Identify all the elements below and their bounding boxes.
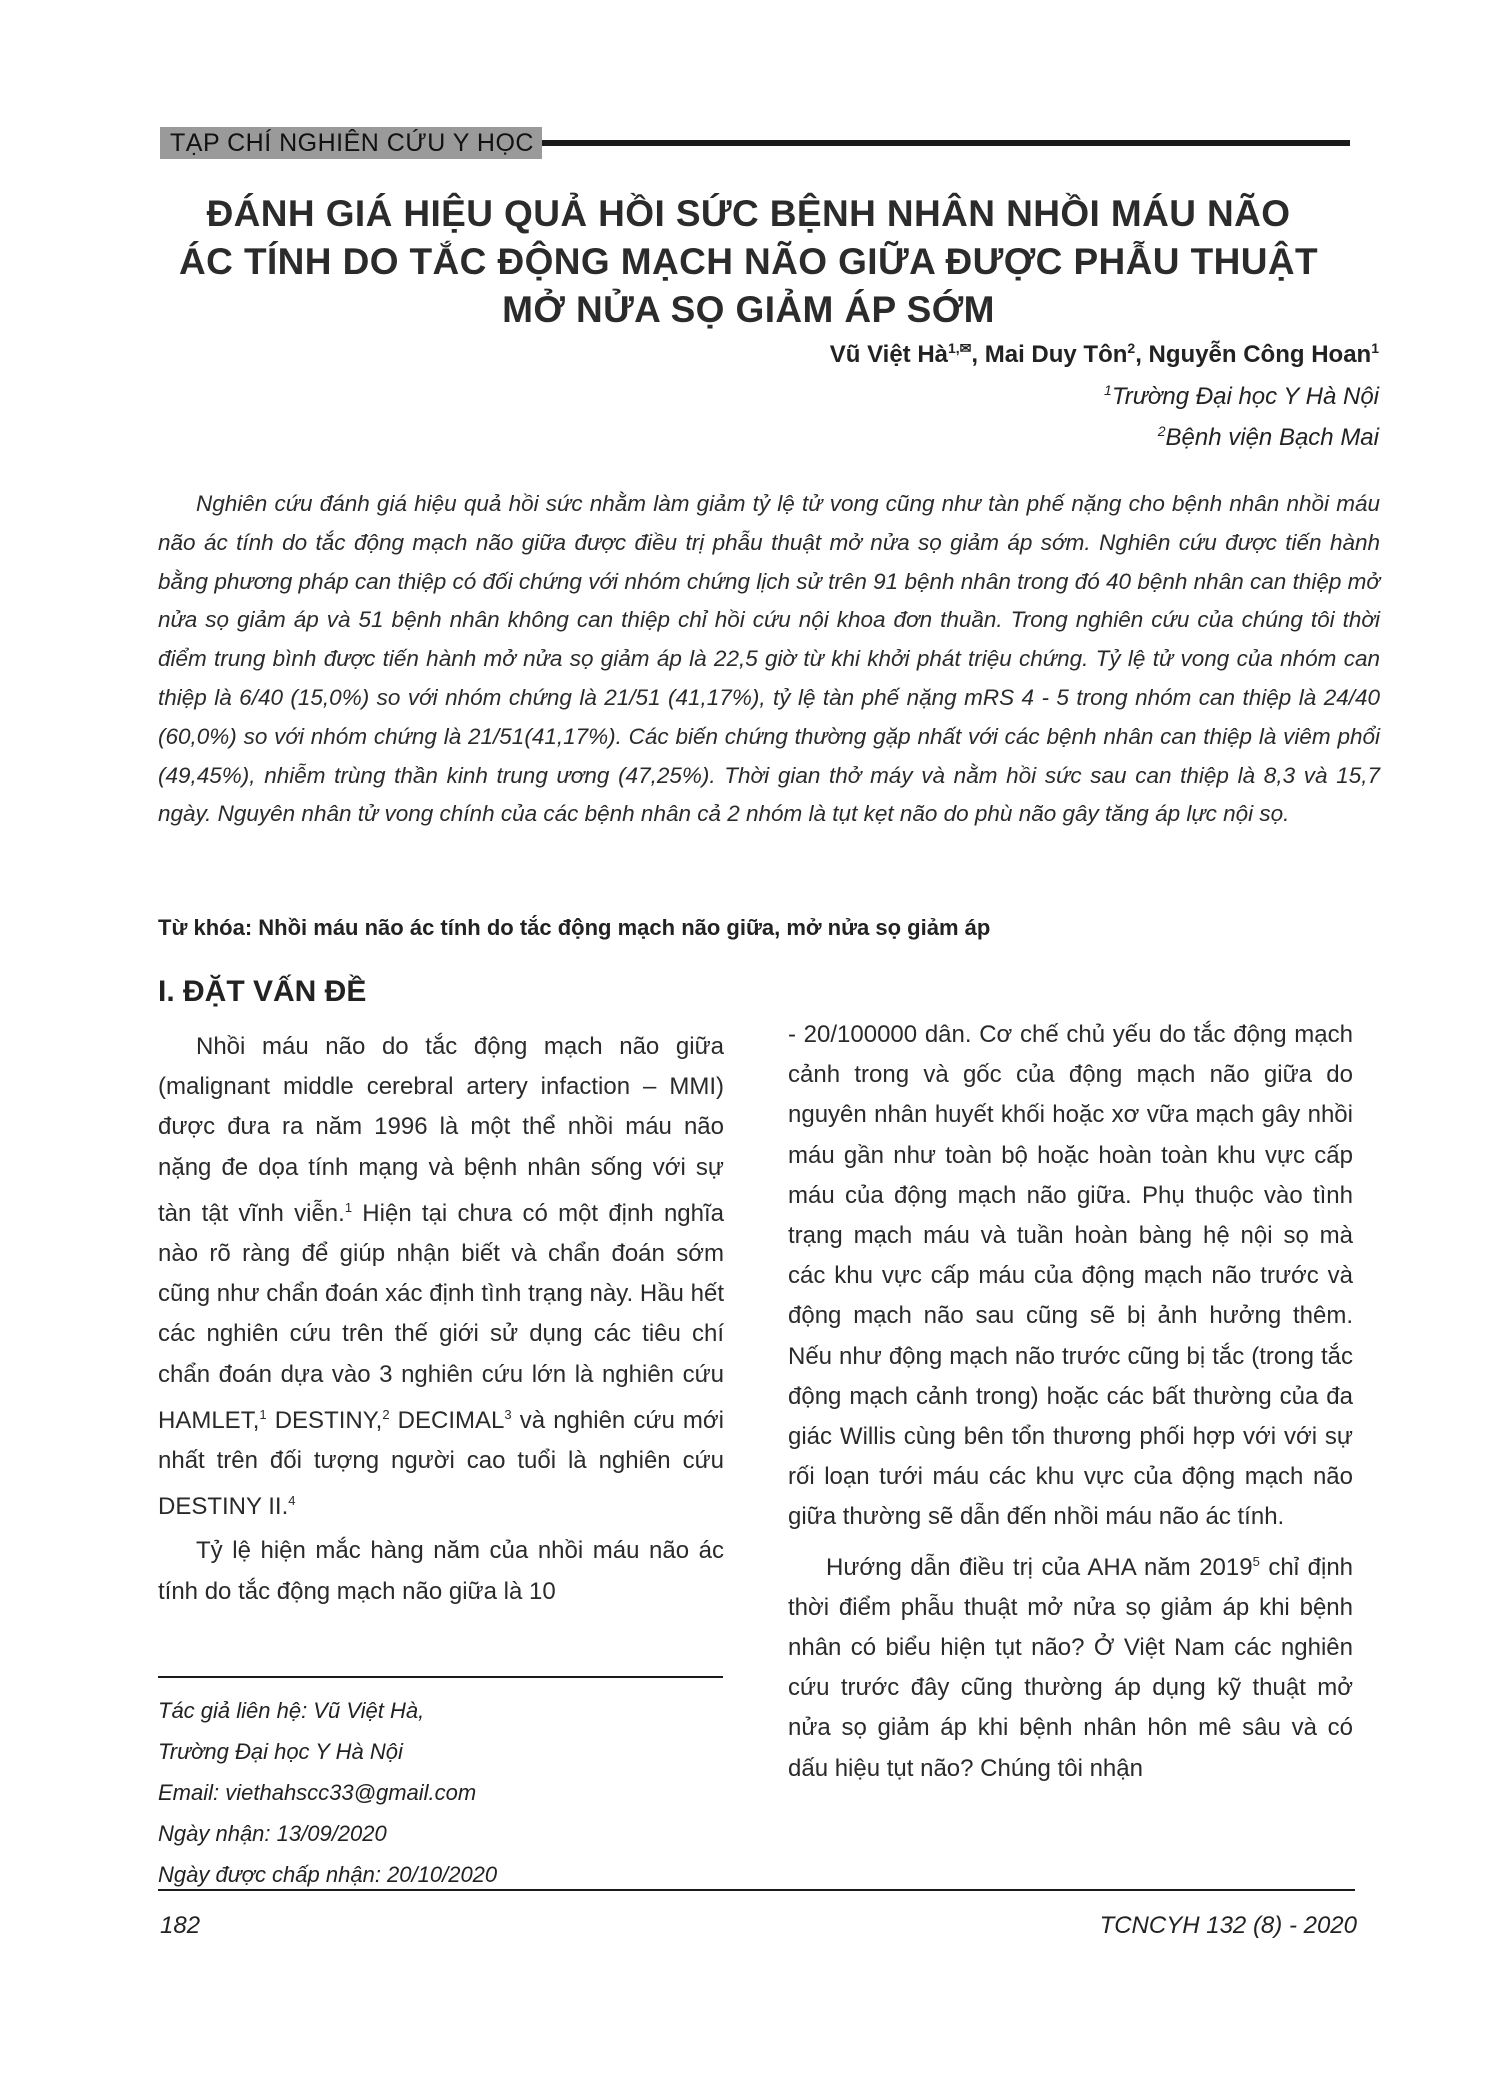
right-paragraph-2 — [788, 1542, 1353, 1789]
author-3: , Nguyễn Công Hoan — [1135, 341, 1372, 368]
footer-rule — [158, 1889, 1355, 1891]
title-line-2: ÁC TÍNH DO TẮC ĐỘNG MẠCH NÃO GIỮA ĐƯỢC PHẪU THUẬT — [179, 241, 1318, 282]
correspondence-footnote — [158, 1690, 497, 1895]
citation-ref: 3 — [504, 1406, 512, 1422]
affiliation-2-name: Bệnh viện Bạch Mai — [1165, 424, 1379, 451]
left-column — [158, 1027, 724, 1612]
journal-name: TẠP CHÍ NGHIÊN CỨU Y HỌC — [160, 127, 542, 159]
journal-header-bar — [160, 127, 1350, 159]
footer-journal-issue: TCNCYH 132 (8) - 2020 — [1099, 1912, 1357, 1939]
affiliation-2 — [1158, 423, 1379, 452]
text-run: DESTINY, — [266, 1406, 383, 1434]
affiliation-1-mark: 1 — [1104, 382, 1112, 398]
text-run: và nghiên cứu mới nhất trên đối tượng người cao tuổi là nghiên cứu DESTINY II. — [158, 1406, 724, 1521]
right-column — [788, 1015, 1353, 1789]
footnote-rule — [158, 1676, 723, 1678]
text-run: chỉ định thời điểm phẫu thuật mở nửa sọ giảm áp khi bệnh nhân có biểu hiện tụt não? Ở Việt Nam các nghiên cứu trước đây cũng thường áp dụng kỹ thuật mở nửa sọ giảm áp khi bệnh nhân hôn mê sâu và có dấu hiệu tụt não? Chúng tôi nhận — [788, 1553, 1354, 1782]
citation-ref: 1 — [259, 1406, 267, 1422]
footnote-accepted-date: Ngày được chấp nhận: 20/10/2020 — [158, 1862, 498, 1887]
citation-ref: 1 — [344, 1199, 353, 1215]
section-heading: I. ĐẶT VẤN ĐỀ — [158, 975, 367, 1008]
footnote-email: Email: viethahscc33@gmail.com — [158, 1780, 477, 1805]
footnote-received-date: Ngày nhận: 13/09/2020 — [158, 1821, 387, 1846]
author-1: Vũ Việt Hà — [829, 341, 948, 368]
abstract: Nghiên cứu đánh giá hiệu quả hồi sức nhằm làm giảm tỷ lệ tử vong cũng như tàn phế nặng cho bệnh nhân nhồi máu não ác tính do tắc động mạch não giữa được điều trị phẫu thuật mở nửa sọ giảm áp sớm. Nghiên cứu được tiến hành bằng phương pháp can thiệp có đối chứng với nhóm chứng lịch sử trên 91 bệnh nhân trong đó 40 bệnh nhân can thiệp mở nửa sọ giảm áp và 51 bệnh nhân không can thiệp chỉ hồi cứu nội khoa đơn thuần. Trong nghiên cứu của chúng tôi thời điểm trung bình được tiến hành mở nửa sọ giảm áp là 22,5 giờ từ khi khởi phát triệu chứng. Tỷ lệ tử vong của nhóm can thiệp là 6/40 (15,0%) so với nhóm chứng là 21/51 (41,17%), tỷ lệ tàn phế nặng mRS 4 - 5 trong nhóm can thiệp là 24/40 (60,0%) so với nhóm chứng là 21/51(41,17%). Các biến chứng thường gặp nhất với các bệnh nhân can thiệp là viêm phổi (49,45%), nhiễm trùng thần kinh trung ương (47,25%). Thời gian thở máy và nằm hồi sức sau can thiệp là 8,3 và 15,7 ngày. Nguyên nhân tử vong chính của các bệnh nhân cả 2 nhóm là tụt kẹt não do phù não gây tăng áp lực nội sọ. — [158, 491, 1380, 827]
affiliation-1-name: Trường Đại học Y Hà Nội — [1111, 383, 1379, 410]
text-run: Hiện tại chưa có một định nghĩa nào rõ ràng để giúp nhận biết và chẩn đoán sớm cũng như chẩn đoán xác định tình trạng này. Hầu hết các nghiên cứu trên thế giới sử dụng các tiêu chí chẩn đoán dựa vào 3 nghiên cứu lớn là nghiên cứu HAMLET, — [158, 1199, 724, 1434]
page-number: 182 — [160, 1912, 201, 1939]
keywords: Từ khóa: Nhồi máu não ác tính do tắc động mạch não giữa, mở nửa sọ giảm áp — [158, 915, 991, 940]
citation-ref: 4 — [288, 1493, 296, 1509]
left-paragraph-2: Tỷ lệ hiện mắc hàng năm của nhồi máu não ác tính do tắc động mạch não giữa là 10 — [158, 1537, 724, 1605]
author-list — [830, 340, 1379, 369]
author-2-affiliation-mark: 2 — [1127, 340, 1136, 356]
citation-ref: 2 — [382, 1406, 390, 1422]
article-title — [120, 190, 1377, 334]
author-3-affiliation-mark: 1 — [1371, 340, 1379, 356]
text-run: Nhồi máu não do tắc động mạch não giữa (malignant middle cerebral artery infaction – MMI) được đưa ra năm 1996 là một thể nhồi máu não nặng đe dọa tính mạng và bệnh nhân sống với sự tàn tật vĩnh viễn. — [158, 1033, 724, 1227]
left-paragraph-1 — [158, 1027, 724, 1527]
affiliation-2-mark: 2 — [1157, 423, 1166, 439]
right-paragraph-1: - 20/100000 dân. Cơ chế chủ yếu do tắc động mạch cảnh trong và gốc của động mạch não giữa do nguyên nhân huyết khối hoặc xơ vữa mạch gây nhồi máu gần như toàn bộ hoặc hoàn toàn khu vực cấp máu của động mạch não giữa. Phụ thuộc vào tình trạng mạch máu và tuần hoàn bàng hệ nội sọ mà các khu vực cấp máu của động mạch não trước và động mạch não sau cũng sẽ bị ảnh hưởng thêm. Nếu như động mạch não trước cũng bị tắc (trong tắc động mạch cảnh trong) hoặc các bất thường của đa giác Willis cùng bên tổn thương phối hợp với với sự rối loạn tưới máu các khu vực của động mạch não giữa thường sẽ dẫn đến nhồi máu não ác tính. — [788, 1021, 1353, 1531]
citation-ref: 5 — [1252, 1553, 1260, 1569]
title-line-1: ĐÁNH GIÁ HIỆU QUẢ HỒI SỨC BỆNH NHÂN NHỒI MÁU NÃO — [206, 193, 1291, 234]
text-run: DECIMAL — [389, 1406, 505, 1434]
affiliation-1 — [1104, 382, 1379, 411]
footnote-line-1: Tác giả liên hệ: Vũ Việt Hà, — [158, 1698, 425, 1723]
footnote-line-2: Trường Đại học Y Hà Nội — [158, 1739, 403, 1764]
text-run: Hướng dẫn điều trị của AHA năm 2019 — [826, 1553, 1253, 1581]
author-2: , Mai Duy Tôn — [971, 341, 1128, 368]
title-line-3: MỞ NỬA SỌ GIẢM ÁP SỚM — [502, 289, 995, 330]
author-1-affiliation-mark: 1,✉ — [948, 340, 972, 356]
